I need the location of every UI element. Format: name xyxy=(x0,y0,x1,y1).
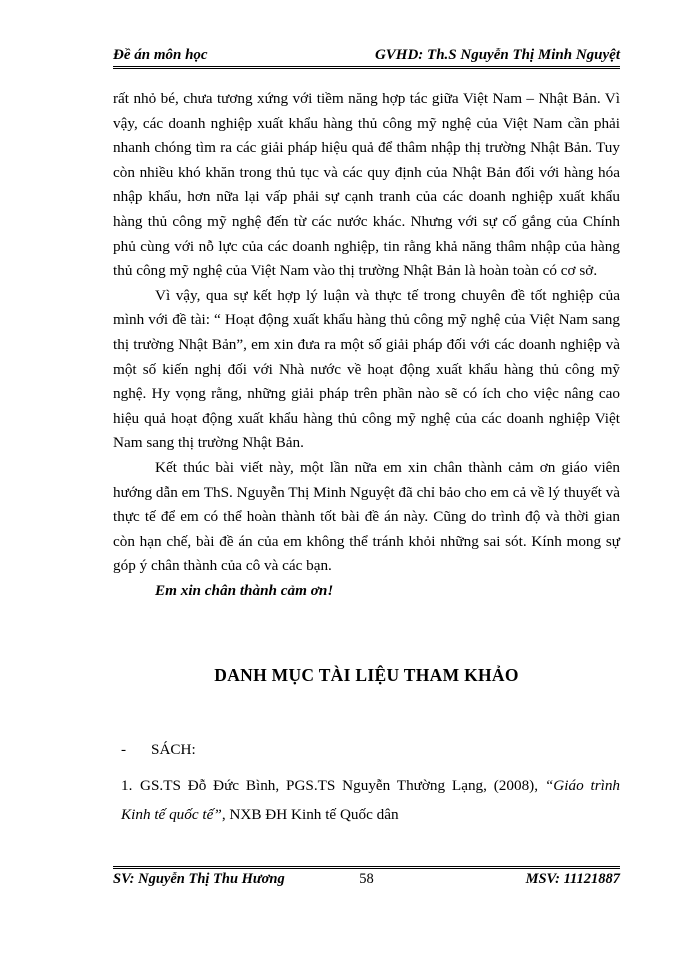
references-section-books xyxy=(121,741,196,759)
header-course-title: Đề án môn học xyxy=(113,47,208,63)
footer-rule xyxy=(113,866,620,869)
reference-item xyxy=(121,771,620,829)
header-rule xyxy=(113,66,620,69)
page-header xyxy=(113,38,620,64)
paragraph-1: rất nhỏ bé, chưa tương xứng với tiềm năng hợp tác giữa Việt Nam – Nhật Bản. Vì vậy, các doanh nghiệp xuất khẩu hàng thủ công mỹ nghệ của Việt Nam cần phải nhanh chóng tìm ra các giải pháp hiệu quả để thâm nhập thị trường Nhật Bản. Tuy còn nhiều khó khăn trong thủ tục và các quy định của Nhật Bản đối với hàng hóa nhập khẩu, hơn nữa lại vấp phải sự cạnh tranh của các doanh nghiệp xuất khẩu hàng thủ công mỹ nghệ đến từ các nước khác. Nhưng với sự cố gắng của Chính phủ cùng với nỗ lực của các doanh nghiệp, tin rằng khả năng thâm nhập của hàng thủ công mỹ nghệ của Việt Nam vào thị trường Nhật Bản là hoàn toàn có cơ sở. xyxy=(113,90,620,280)
header-supervisor: GVHD: Th.S Nguyễn Thị Minh Nguyệt xyxy=(374,47,620,63)
reference-authors: GS.TS Đỗ Đức Bình, PGS.TS Nguyễn Thường Lạng, (2008), xyxy=(140,777,545,794)
footer-student-id: MSV: 11121887 xyxy=(525,871,620,887)
paragraph-3: Kết thúc bài viết này, một lần nữa em xin chân thành cảm ơn giáo viên hướng dẫn em ThS. Nguyễn Thị Minh Nguyệt đã chỉ bảo cho em cả về lý thuyết và thực tế để em có thể hoàn thành tốt bài đề án này. Cũng do trình độ và thời gian còn hạn chế, bài đề án của em không thể tránh khỏi những sai sót. Kính mong sự góp ý chân thành của cô và các bạn. xyxy=(113,458,620,575)
thanks-line: Em xin chân thành cảm ơn! xyxy=(155,581,334,599)
section-label: SÁCH: xyxy=(151,741,196,758)
page-footer xyxy=(113,871,620,893)
page-number: 58 xyxy=(359,871,374,887)
reference-publisher: , NXB ĐH Kinh tế Quốc dân xyxy=(221,806,399,823)
reference-title: “Giáo trình Kinh tế quốc tế” xyxy=(121,777,621,823)
section-bullet: - xyxy=(121,741,127,758)
paragraph-2: Vì vậy, qua sự kết hợp lý luận và thực tế trong chuyên đề tốt nghiệp của mình với đề tài: “ Hoạt động xuất khẩu hàng thủ công mỹ nghệ của Việt Nam sang thị trường Nhật Bản”, em xin đưa ra một số giải pháp đối với các doanh nghiệp và một số kiến nghị đối với Nhà nước về hoạt động xuất khẩu hàng thủ công mỹ nghệ. Hy vọng rằng, những giải pháp trên phần nào sẽ có ích cho việc nâng cao hiệu quả hoạt động xuất khẩu hàng thủ công mỹ nghệ của các doanh nghiệp Việt Nam sang thị trường Nhật Bản. xyxy=(113,286,620,452)
reference-number: 1. xyxy=(121,777,133,794)
footer-student: SV: Nguyễn Thị Thu Hương xyxy=(113,871,285,887)
body-text xyxy=(113,87,620,603)
references-title: DANH MỤC TÀI LIỆU THAM KHẢO xyxy=(214,665,519,685)
